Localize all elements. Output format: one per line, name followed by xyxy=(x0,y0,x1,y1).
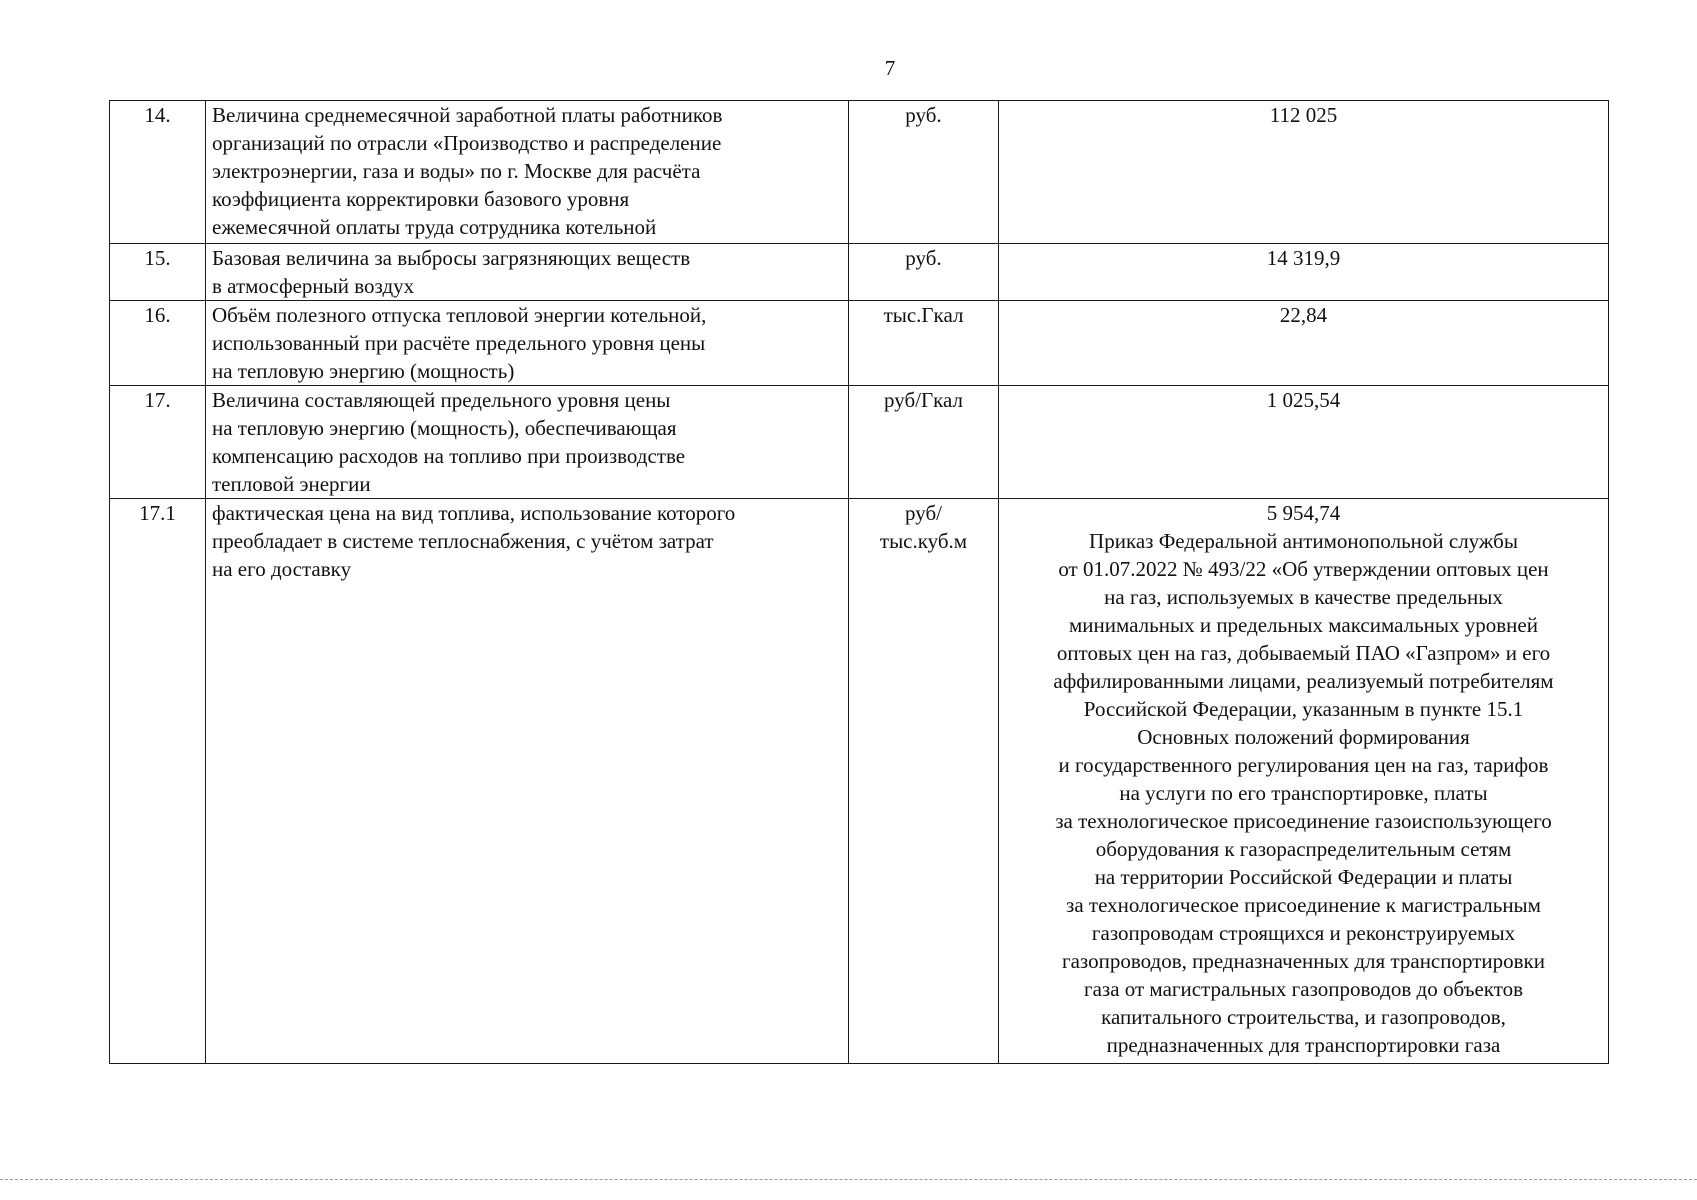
description-line: электроэнергии, газа и воды» по г. Москве для расчёта xyxy=(212,159,701,183)
row-number-cell: 17.1 xyxy=(110,499,206,1064)
description-line: коэффициента корректировки базового уровня xyxy=(212,187,630,211)
description-line: преобладает в системе теплоснабжения, с учётом затрат xyxy=(212,529,714,553)
description-cell xyxy=(206,101,849,244)
description-line: на тепловую энергию (мощность), обеспечивающая xyxy=(212,416,677,440)
description-line: компенсацию расходов на топливо при производстве xyxy=(212,444,686,468)
tariff-parameters-table xyxy=(109,100,1609,1064)
value-line: газа от магистральных газопроводов до объектов xyxy=(1083,977,1524,1001)
description-line: Базовая величина за выбросы загрязняющих веществ xyxy=(212,246,691,270)
value-cell xyxy=(999,386,1609,499)
row-number-cell: 15. xyxy=(110,244,206,301)
unit-line: руб/Гкал xyxy=(884,388,963,412)
description-cell xyxy=(206,301,849,386)
scan-edge-line xyxy=(0,1179,1697,1180)
value-cell xyxy=(999,301,1609,386)
value-line: аффилированными лицами, реализуемый потребителям xyxy=(1053,669,1554,693)
unit-line: тыс.куб.м xyxy=(879,529,968,553)
value-line: Основных положений формирования xyxy=(1137,725,1470,749)
unit-cell xyxy=(849,101,999,244)
unit-line: руб. xyxy=(905,103,942,127)
table-row xyxy=(110,101,1609,244)
description-line: Величина составляющей предельного уровня цены xyxy=(212,388,671,412)
value-line: от 01.07.2022 № 493/22 «Об утверждении оптовых цен xyxy=(1058,557,1549,581)
value-line: 1 025,54 xyxy=(1266,388,1341,412)
value-line: на услуги по его транспортировке, платы xyxy=(1119,781,1488,805)
value-cell xyxy=(999,101,1609,244)
value-line: Российской Федерации, указанным в пункте 15.1 xyxy=(1083,697,1524,721)
table-row xyxy=(110,386,1609,499)
value-line: минимальных и предельных максимальных уровней xyxy=(1069,613,1538,637)
unit-line: руб. xyxy=(905,246,942,270)
value-line: и государственного регулирования цен на газ, тарифов xyxy=(1058,753,1549,777)
unit-cell xyxy=(849,499,999,1064)
unit-line: тыс.Гкал xyxy=(883,303,964,327)
description-cell xyxy=(206,244,849,301)
description-line: на тепловую энергию (мощность) xyxy=(212,359,515,383)
value-line: 22,84 xyxy=(1279,303,1328,327)
description-line: использованный при расчёте предельного уровня цены xyxy=(212,331,706,355)
description-line: фактическая цена на вид топлива, использование которого xyxy=(212,501,736,525)
value-cell xyxy=(999,244,1609,301)
unit-cell xyxy=(849,386,999,499)
value-line: предназначенных для транспортировки газа xyxy=(1106,1033,1501,1057)
value-line: за технологическое присоединение к магистральным xyxy=(1066,893,1541,917)
description-cell xyxy=(206,386,849,499)
value-line: газопроводов, предназначенных для транспортировки xyxy=(1062,949,1545,973)
value-line: Приказ Федеральной антимонопольной службы xyxy=(1089,529,1518,553)
description-line: Объём полезного отпуска тепловой энергии котельной, xyxy=(212,303,707,327)
value-line: капитального строительства, и газопроводов, xyxy=(1101,1005,1506,1029)
value-line: 14 319,9 xyxy=(1266,246,1341,270)
table-row xyxy=(110,301,1609,386)
table-row xyxy=(110,499,1609,1064)
description-line: в атмосферный воздух xyxy=(212,274,415,298)
description-line: организаций по отрасли «Производство и распределение xyxy=(212,131,722,155)
row-number-cell: 16. xyxy=(110,301,206,386)
unit-cell xyxy=(849,244,999,301)
value-line: на газ, используемых в качестве предельных xyxy=(1104,585,1503,609)
description-line: тепловой энергии xyxy=(212,472,371,496)
description-line: на его доставку xyxy=(212,557,352,581)
value-line: 5 954,74 xyxy=(1266,501,1341,525)
unit-cell xyxy=(849,301,999,386)
description-line: ежемесячной оплаты труда сотрудника котельной xyxy=(212,215,657,239)
value-line: оптовых цен на газ, добываемый ПАО «Газпром» и его xyxy=(1056,641,1551,665)
value-line: на территории Российской Федерации и платы xyxy=(1094,865,1513,889)
row-number-cell: 17. xyxy=(110,386,206,499)
value-cell xyxy=(999,499,1609,1064)
table-body xyxy=(110,101,1609,1064)
page-number: 7 xyxy=(884,56,896,80)
row-number-cell: 14. xyxy=(110,101,206,244)
value-line: оборудования к газораспределительным сетям xyxy=(1095,837,1512,861)
value-line: 112 025 xyxy=(1269,103,1338,127)
description-line: Величина среднемесячной заработной платы работников xyxy=(212,103,723,127)
table-row xyxy=(110,244,1609,301)
description-cell xyxy=(206,499,849,1064)
value-line: за технологическое присоединение газоиспользующего xyxy=(1055,809,1552,833)
unit-line: руб/ xyxy=(905,501,942,525)
value-line: газопроводам строящихся и реконструируемых xyxy=(1091,921,1516,945)
